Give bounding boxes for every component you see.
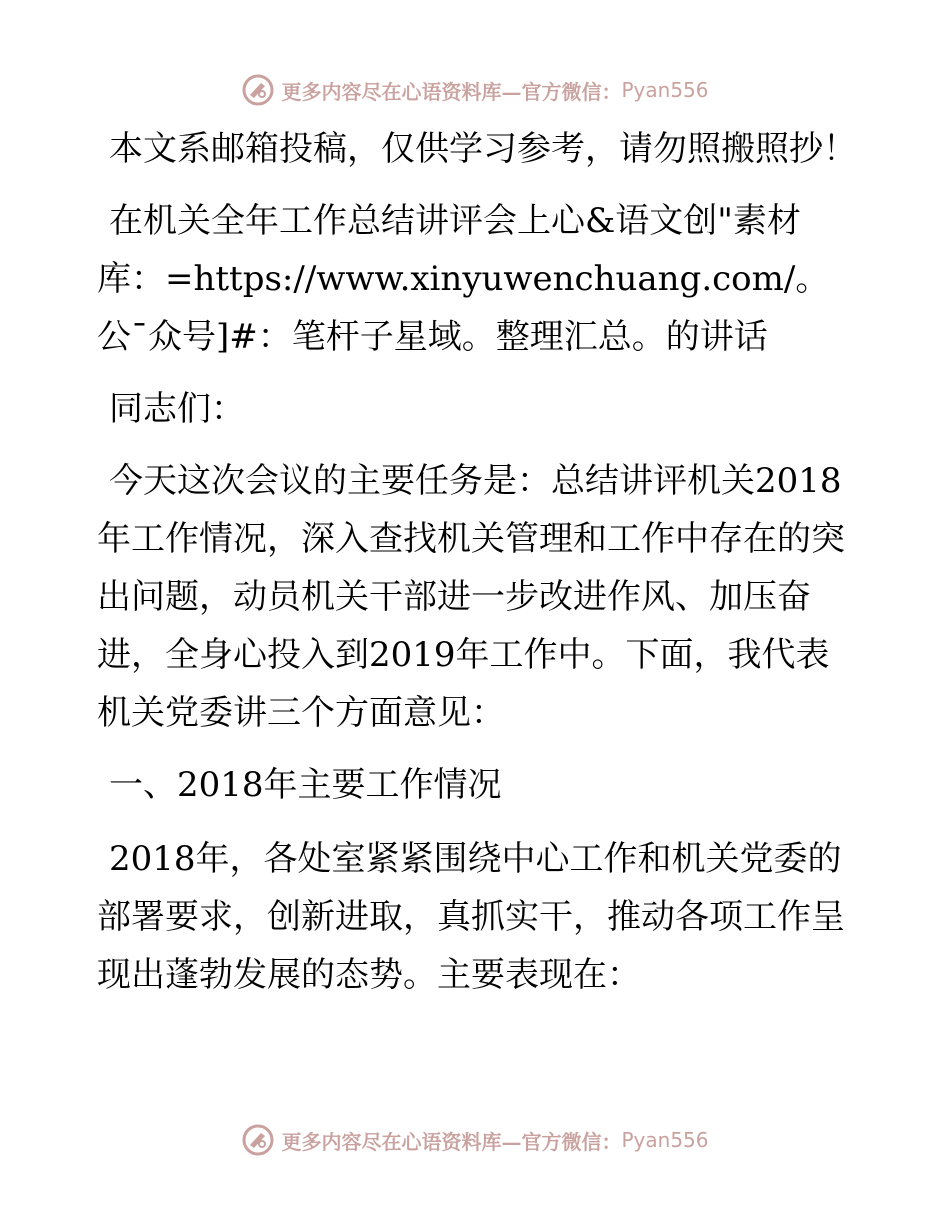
section-heading: 一、2018年主要工作情况 xyxy=(109,765,502,805)
salutation: 同志们： xyxy=(109,389,245,429)
notice-paragraph: 本文系邮箱投稿，仅供学习参考，请勿照搬照抄！ xyxy=(109,129,857,169)
brand-logo-icon xyxy=(241,1123,275,1157)
footer-watermark xyxy=(0,1120,950,1160)
watermark-text: 更多内容尽在心语资料库—官方微信： xyxy=(281,79,622,104)
header-watermark xyxy=(0,70,950,110)
brand-logo-icon xyxy=(241,73,275,107)
watermark-text: 更多内容尽在心语资料库—官方微信： xyxy=(281,1129,622,1154)
body-paragraph: 2018年，各处室紧紧围绕中心工作和机关党委的部署要求，创新进取，真抓实干，推动各项工作呈现出蓬勃发展的态势。主要表现在： xyxy=(97,839,845,995)
intro-paragraph: 今天这次会议的主要任务是：总结讲评机关2018年工作情况，深入查找机关管理和工作中存在的突出问题，动员机关干部进一步改进作风、加压奋进，全身心投入到2019年工作中。下面，我代表机关党委讲三个方面意见： xyxy=(97,461,845,733)
watermark-wechat-id: Pyan556 xyxy=(621,78,709,102)
document-body xyxy=(97,120,857,1018)
watermark-wechat-id: Pyan556 xyxy=(621,1128,709,1152)
title-paragraph: 在机关全年工作总结讲评会上心&语文创"素材库：=https://www.xinyuwenchuang.com/。公¯众号]#：笔杆子星域。整理汇总。的讲话 xyxy=(97,201,830,357)
